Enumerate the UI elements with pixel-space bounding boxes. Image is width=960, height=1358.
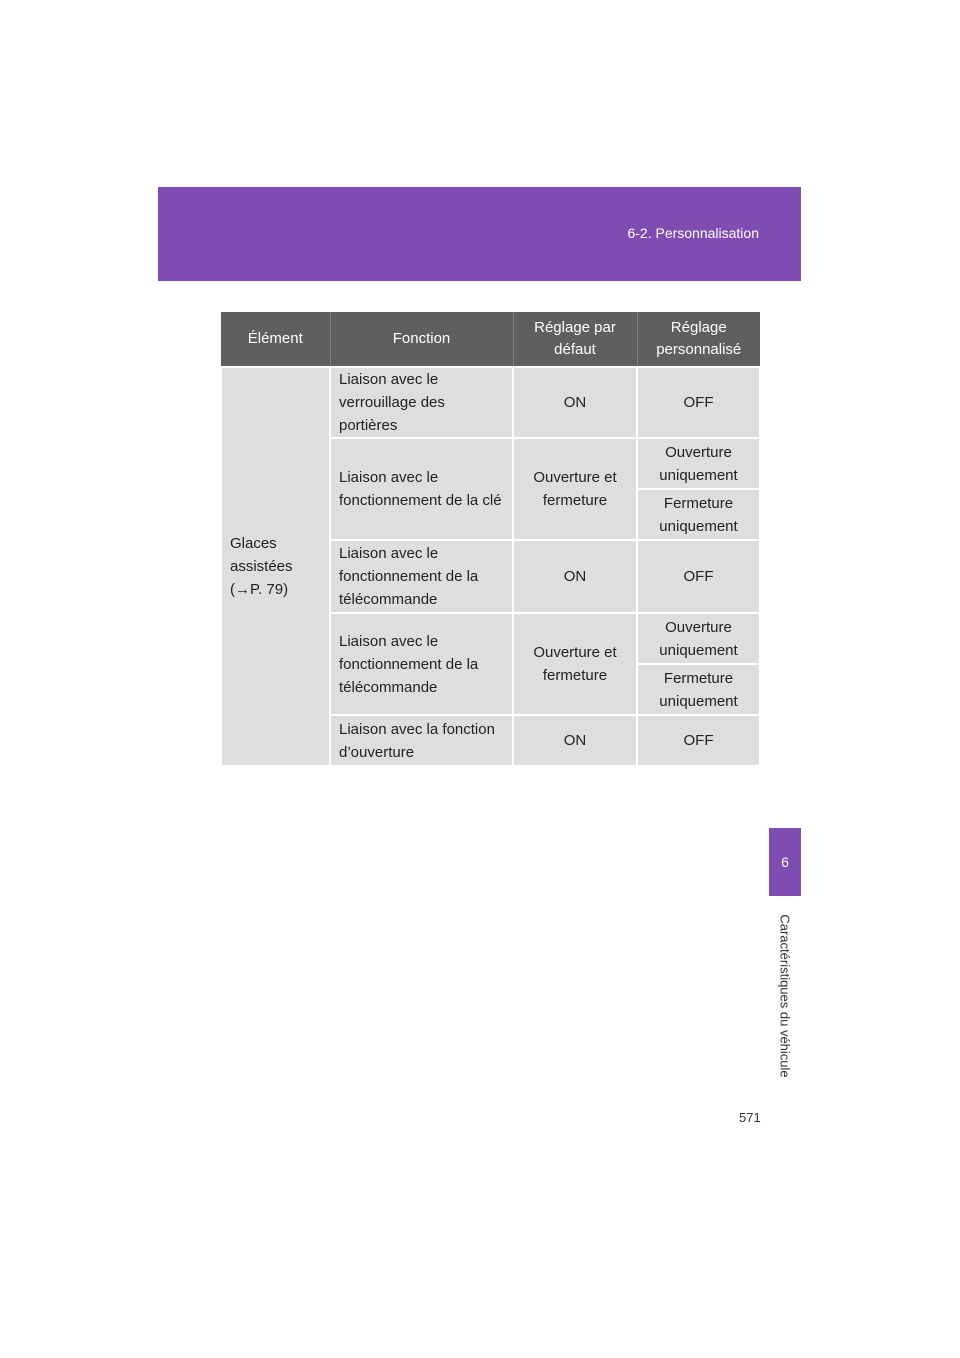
- default-cell: ON: [513, 367, 637, 438]
- default-cell: ON: [513, 715, 637, 766]
- settings-table: [220, 312, 761, 767]
- page-number: 571: [739, 1110, 761, 1125]
- default-cell: Ouverture et fermeture: [513, 613, 637, 715]
- header-reglage-personnalise: Réglage personnalisé: [637, 312, 760, 367]
- fonction-cell: Liaison avec le fonctionnement de la télécommande: [330, 613, 513, 715]
- option-cell: OFF: [637, 540, 760, 613]
- fonction-cell: Liaison avec la fonction d’ouverture: [330, 715, 513, 766]
- option-cell: Fermeture uniquement: [637, 489, 760, 540]
- table-row: [221, 367, 760, 438]
- header-fonction: Fonction: [330, 312, 513, 367]
- header-element: Élément: [221, 312, 330, 367]
- default-cell: ON: [513, 540, 637, 613]
- chapter-label: Caractéristiques du véhicule: [777, 914, 793, 1078]
- option-cell: OFF: [637, 367, 760, 438]
- option-cell: OFF: [637, 715, 760, 766]
- header-reglage-defaut: Réglage par défaut: [513, 312, 637, 367]
- header-band: [158, 187, 801, 281]
- fonction-cell: Liaison avec le fonctionnement de la télécommande: [330, 540, 513, 613]
- chapter-number: 6: [781, 854, 789, 870]
- section-title: 6-2. Personnalisation: [627, 225, 759, 241]
- default-cell: Ouverture et fermeture: [513, 438, 637, 540]
- option-cell: Ouverture uniquement: [637, 438, 760, 489]
- chapter-tab: [769, 828, 801, 896]
- option-cell: Fermeture uniquement: [637, 664, 760, 715]
- fonction-cell: Liaison avec le verrouillage des portières: [330, 367, 513, 438]
- item-cell: Glaces assistées (→P. 79): [221, 367, 330, 766]
- fonction-cell: Liaison avec le fonctionnement de la clé: [330, 438, 513, 540]
- table-header-row: [221, 312, 760, 367]
- option-cell: Ouverture uniquement: [637, 613, 760, 664]
